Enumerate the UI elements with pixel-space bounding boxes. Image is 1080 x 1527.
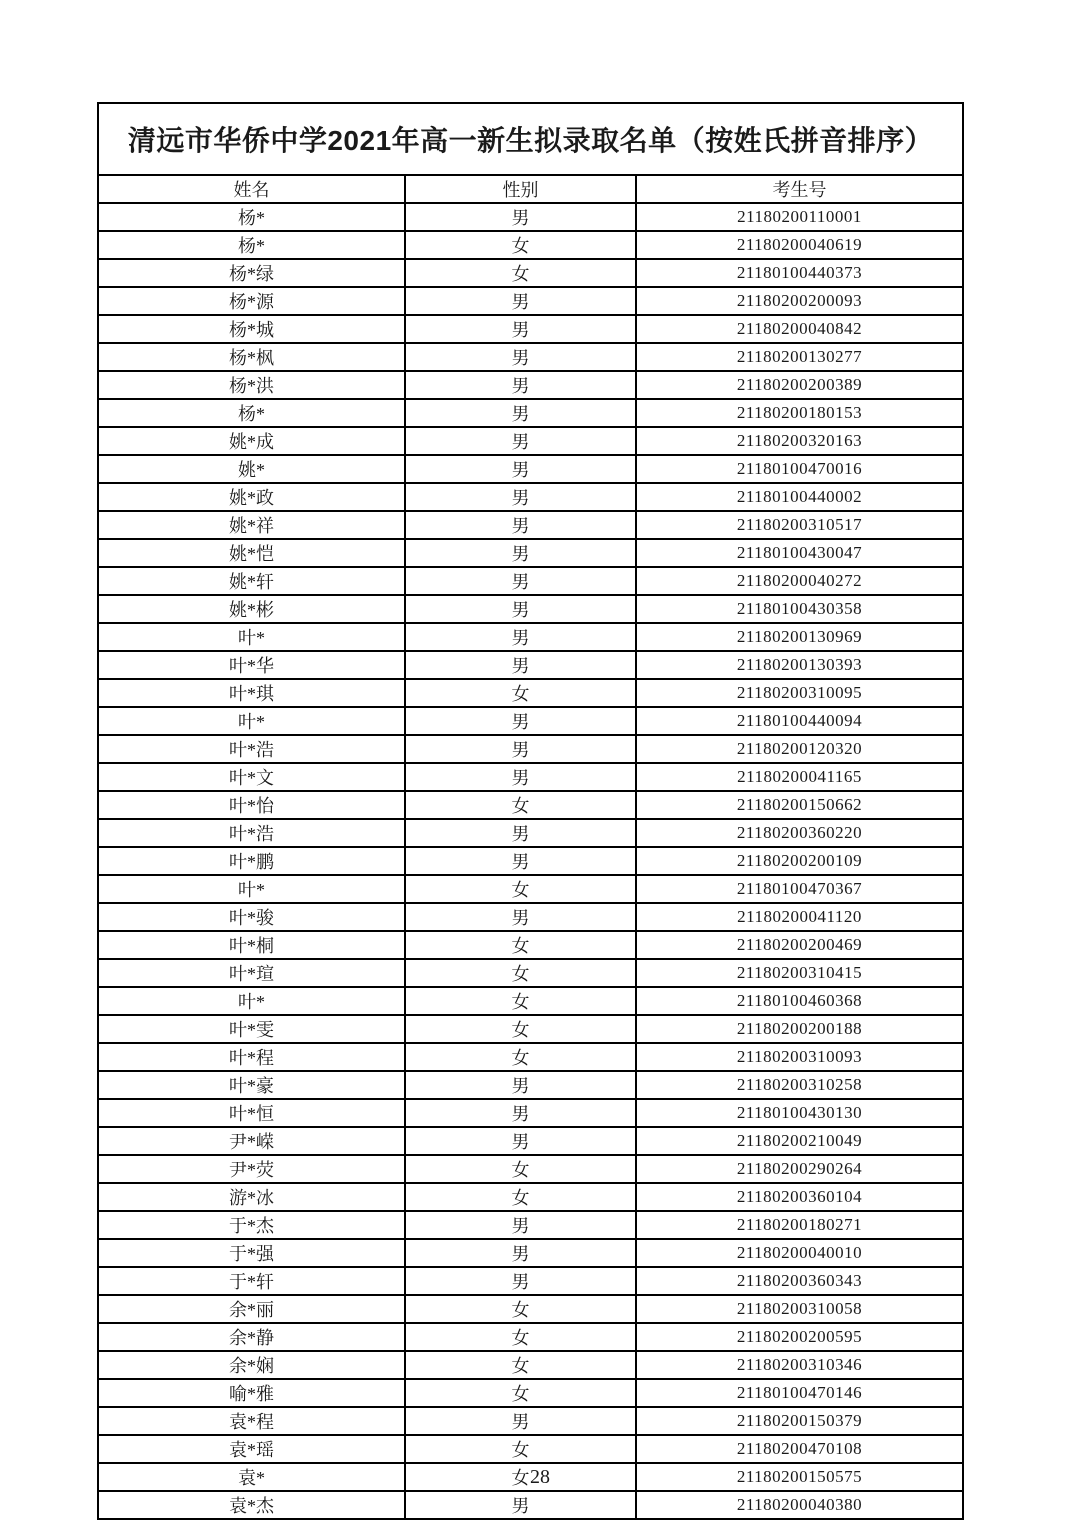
- student-name-cell: 杨*洪: [98, 371, 405, 399]
- student-name-cell: 余*丽: [98, 1295, 405, 1323]
- table-row: [98, 1071, 963, 1099]
- student-name-cell: 喻*雅: [98, 1379, 405, 1407]
- student-name-cell: 尹*嵘: [98, 1127, 405, 1155]
- exam-number-cell: 21180200210049: [636, 1127, 963, 1155]
- exam-number-cell: 21180200200109: [636, 847, 963, 875]
- gender-cell: 男: [405, 343, 636, 371]
- gender-cell: 女: [405, 959, 636, 987]
- gender-cell: 男: [405, 371, 636, 399]
- student-name-cell: 叶*: [98, 875, 405, 903]
- table-row: [98, 595, 963, 623]
- admission-table: [97, 102, 964, 1520]
- student-name-cell: 叶*程: [98, 1043, 405, 1071]
- gender-cell: 男: [405, 427, 636, 455]
- table-row: [98, 287, 963, 315]
- exam-number-cell: 21180200320163: [636, 427, 963, 455]
- table-row: [98, 1183, 963, 1211]
- gender-cell: 男: [405, 511, 636, 539]
- gender-cell: 男: [405, 1099, 636, 1127]
- student-name-cell: 叶*琪: [98, 679, 405, 707]
- gender-cell: 男: [405, 287, 636, 315]
- table-row: [98, 483, 963, 511]
- student-name-cell: 杨*: [98, 399, 405, 427]
- exam-number-cell: 21180200360343: [636, 1267, 963, 1295]
- exam-number-cell: 21180200130393: [636, 651, 963, 679]
- student-name-cell: 杨*: [98, 203, 405, 231]
- exam-number-cell: 21180200041165: [636, 763, 963, 791]
- exam-number-cell: 21180200360104: [636, 1183, 963, 1211]
- page-number: 28: [530, 1466, 550, 1488]
- student-name-cell: 叶*桐: [98, 931, 405, 959]
- table-row: [98, 903, 963, 931]
- table-row: [98, 623, 963, 651]
- student-name-cell: 叶*浩: [98, 819, 405, 847]
- table-row: [98, 1239, 963, 1267]
- student-name-cell: 叶*: [98, 707, 405, 735]
- exam-number-cell: 21180200310095: [636, 679, 963, 707]
- exam-number-cell: 21180200470108: [636, 1435, 963, 1463]
- student-name-cell: 叶*豪: [98, 1071, 405, 1099]
- student-name-cell: 袁*: [98, 1463, 405, 1491]
- exam-number-cell: 21180200360220: [636, 819, 963, 847]
- gender-cell: 男: [405, 707, 636, 735]
- exam-number-cell: 21180200130277: [636, 343, 963, 371]
- student-name-cell: 姚*成: [98, 427, 405, 455]
- exam-number-cell: 21180100440094: [636, 707, 963, 735]
- exam-number-cell: 21180200310093: [636, 1043, 963, 1071]
- gender-cell: 男: [405, 1491, 636, 1519]
- exam-number-cell: 21180200180271: [636, 1211, 963, 1239]
- gender-cell: 男: [405, 651, 636, 679]
- table-row: [98, 1379, 963, 1407]
- student-name-cell: 姚*: [98, 455, 405, 483]
- table-row: [98, 1099, 963, 1127]
- student-name-cell: 姚*祥: [98, 511, 405, 539]
- admission-table-wrap: [97, 102, 962, 1520]
- table-row: [98, 763, 963, 791]
- gender-cell: 男: [405, 595, 636, 623]
- gender-cell: 男: [405, 483, 636, 511]
- col-header-exam-number: 考生号: [636, 175, 963, 203]
- student-name-cell: 姚*轩: [98, 567, 405, 595]
- exam-number-cell: 21180100470367: [636, 875, 963, 903]
- table-row: [98, 399, 963, 427]
- gender-cell: 男: [405, 203, 636, 231]
- table-row: [98, 1323, 963, 1351]
- table-row: [98, 1015, 963, 1043]
- table-row: [98, 343, 963, 371]
- gender-cell: 女: [405, 1463, 636, 1491]
- table-row: [98, 259, 963, 287]
- gender-cell: 女: [405, 259, 636, 287]
- student-name-cell: 尹*荧: [98, 1155, 405, 1183]
- exam-number-cell: 21180200040272: [636, 567, 963, 595]
- table-body: [98, 203, 963, 1519]
- exam-number-cell: 21180100430358: [636, 595, 963, 623]
- exam-number-cell: 21180100470016: [636, 455, 963, 483]
- gender-cell: 女: [405, 875, 636, 903]
- student-name-cell: 袁*程: [98, 1407, 405, 1435]
- exam-number-cell: 21180100430130: [636, 1099, 963, 1127]
- student-name-cell: 叶*鹏: [98, 847, 405, 875]
- exam-number-cell: 21180100440373: [636, 259, 963, 287]
- student-name-cell: 姚*恺: [98, 539, 405, 567]
- exam-number-cell: 21180200150662: [636, 791, 963, 819]
- table-row: [98, 959, 963, 987]
- table-row: [98, 707, 963, 735]
- exam-number-cell: 21180200200093: [636, 287, 963, 315]
- table-row: [98, 931, 963, 959]
- table-row: [98, 315, 963, 343]
- exam-number-cell: 21180200180153: [636, 399, 963, 427]
- exam-number-cell: 21180200040010: [636, 1239, 963, 1267]
- exam-number-cell: 21180200150379: [636, 1407, 963, 1435]
- exam-number-cell: 21180200200389: [636, 371, 963, 399]
- exam-number-cell: 21180200040619: [636, 231, 963, 259]
- gender-cell: 男: [405, 315, 636, 343]
- gender-cell: 男: [405, 1211, 636, 1239]
- table-row: [98, 1267, 963, 1295]
- student-name-cell: 姚*政: [98, 483, 405, 511]
- gender-cell: 男: [405, 903, 636, 931]
- col-header-name: 姓名: [98, 175, 405, 203]
- table-header-row: [98, 175, 963, 203]
- table-row: [98, 231, 963, 259]
- exam-number-cell: 21180100440002: [636, 483, 963, 511]
- student-name-cell: 叶*骏: [98, 903, 405, 931]
- table-row: [98, 371, 963, 399]
- exam-number-cell: 21180200310415: [636, 959, 963, 987]
- table-row: [98, 1155, 963, 1183]
- gender-cell: 男: [405, 735, 636, 763]
- student-name-cell: 余*静: [98, 1323, 405, 1351]
- student-name-cell: 袁*杰: [98, 1491, 405, 1519]
- table-row: [98, 427, 963, 455]
- table-row: [98, 679, 963, 707]
- gender-cell: 女: [405, 1183, 636, 1211]
- gender-cell: 男: [405, 539, 636, 567]
- student-name-cell: 杨*城: [98, 315, 405, 343]
- gender-cell: 女: [405, 1043, 636, 1071]
- gender-cell: 女: [405, 1015, 636, 1043]
- gender-cell: 男: [405, 1071, 636, 1099]
- page-title: 清远市华侨中学2021年高一新生拟录取名单（按姓氏拼音排序）: [98, 103, 963, 175]
- exam-number-cell: 21180200110001: [636, 203, 963, 231]
- gender-cell: 女: [405, 987, 636, 1015]
- table-row: [98, 1295, 963, 1323]
- table-row: [98, 1043, 963, 1071]
- exam-number-cell: 21180200290264: [636, 1155, 963, 1183]
- gender-cell: 男: [405, 455, 636, 483]
- table-row: [98, 567, 963, 595]
- exam-number-cell: 21180200310517: [636, 511, 963, 539]
- gender-cell: 女: [405, 1435, 636, 1463]
- gender-cell: 女: [405, 1351, 636, 1379]
- gender-cell: 男: [405, 399, 636, 427]
- table-row: [98, 1407, 963, 1435]
- gender-cell: 男: [405, 1127, 636, 1155]
- gender-cell: 男: [405, 1407, 636, 1435]
- table-row: [98, 791, 963, 819]
- exam-number-cell: 21180200200595: [636, 1323, 963, 1351]
- exam-number-cell: 21180200310058: [636, 1295, 963, 1323]
- student-name-cell: 杨*源: [98, 287, 405, 315]
- exam-number-cell: 21180200041120: [636, 903, 963, 931]
- gender-cell: 男: [405, 1267, 636, 1295]
- exam-number-cell: 21180200040842: [636, 315, 963, 343]
- student-name-cell: 袁*瑶: [98, 1435, 405, 1463]
- exam-number-cell: 21180100430047: [636, 539, 963, 567]
- student-name-cell: 于*轩: [98, 1267, 405, 1295]
- table-row: [98, 847, 963, 875]
- table-row: [98, 987, 963, 1015]
- student-name-cell: 姚*彬: [98, 595, 405, 623]
- table-row: [98, 539, 963, 567]
- gender-cell: 男: [405, 819, 636, 847]
- exam-number-cell: 21180200040380: [636, 1491, 963, 1519]
- exam-number-cell: 21180100460368: [636, 987, 963, 1015]
- gender-cell: 女: [405, 231, 636, 259]
- student-name-cell: 叶*文: [98, 763, 405, 791]
- table-row: [98, 1351, 963, 1379]
- table-row: [98, 455, 963, 483]
- exam-number-cell: 21180200200469: [636, 931, 963, 959]
- exam-number-cell: 21180100470146: [636, 1379, 963, 1407]
- col-header-gender: 性别: [405, 175, 636, 203]
- gender-cell: 女: [405, 1155, 636, 1183]
- gender-cell: 男: [405, 847, 636, 875]
- student-name-cell: 杨*枫: [98, 343, 405, 371]
- student-name-cell: 叶*雯: [98, 1015, 405, 1043]
- table-row: [98, 1127, 963, 1155]
- student-name-cell: 叶*瑄: [98, 959, 405, 987]
- student-name-cell: 叶*浩: [98, 735, 405, 763]
- student-name-cell: 杨*绿: [98, 259, 405, 287]
- exam-number-cell: 21180200310258: [636, 1071, 963, 1099]
- table-row: [98, 875, 963, 903]
- gender-cell: 女: [405, 791, 636, 819]
- table-row: [98, 1211, 963, 1239]
- student-name-cell: 叶*: [98, 987, 405, 1015]
- gender-cell: 女: [405, 1295, 636, 1323]
- exam-number-cell: 21180200150575: [636, 1463, 963, 1491]
- table-row: [98, 203, 963, 231]
- student-name-cell: 于*杰: [98, 1211, 405, 1239]
- table-row: [98, 511, 963, 539]
- table-row: [98, 735, 963, 763]
- gender-cell: 女: [405, 1323, 636, 1351]
- student-name-cell: 余*娴: [98, 1351, 405, 1379]
- exam-number-cell: 21180200200188: [636, 1015, 963, 1043]
- exam-number-cell: 21180200120320: [636, 735, 963, 763]
- title-row: [98, 103, 963, 175]
- table-row: [98, 651, 963, 679]
- gender-cell: 女: [405, 1379, 636, 1407]
- student-name-cell: 叶*恒: [98, 1099, 405, 1127]
- table-row: [98, 1435, 963, 1463]
- student-name-cell: 叶*华: [98, 651, 405, 679]
- gender-cell: 女: [405, 931, 636, 959]
- student-name-cell: 于*强: [98, 1239, 405, 1267]
- exam-number-cell: 21180200130969: [636, 623, 963, 651]
- student-name-cell: 叶*怡: [98, 791, 405, 819]
- table-row: [98, 1491, 963, 1519]
- student-name-cell: 杨*: [98, 231, 405, 259]
- student-name-cell: 叶*: [98, 623, 405, 651]
- gender-cell: 男: [405, 1239, 636, 1267]
- student-name-cell: 游*冰: [98, 1183, 405, 1211]
- table-row: [98, 819, 963, 847]
- gender-cell: 男: [405, 567, 636, 595]
- gender-cell: 男: [405, 763, 636, 791]
- exam-number-cell: 21180200310346: [636, 1351, 963, 1379]
- gender-cell: 女: [405, 679, 636, 707]
- gender-cell: 男: [405, 623, 636, 651]
